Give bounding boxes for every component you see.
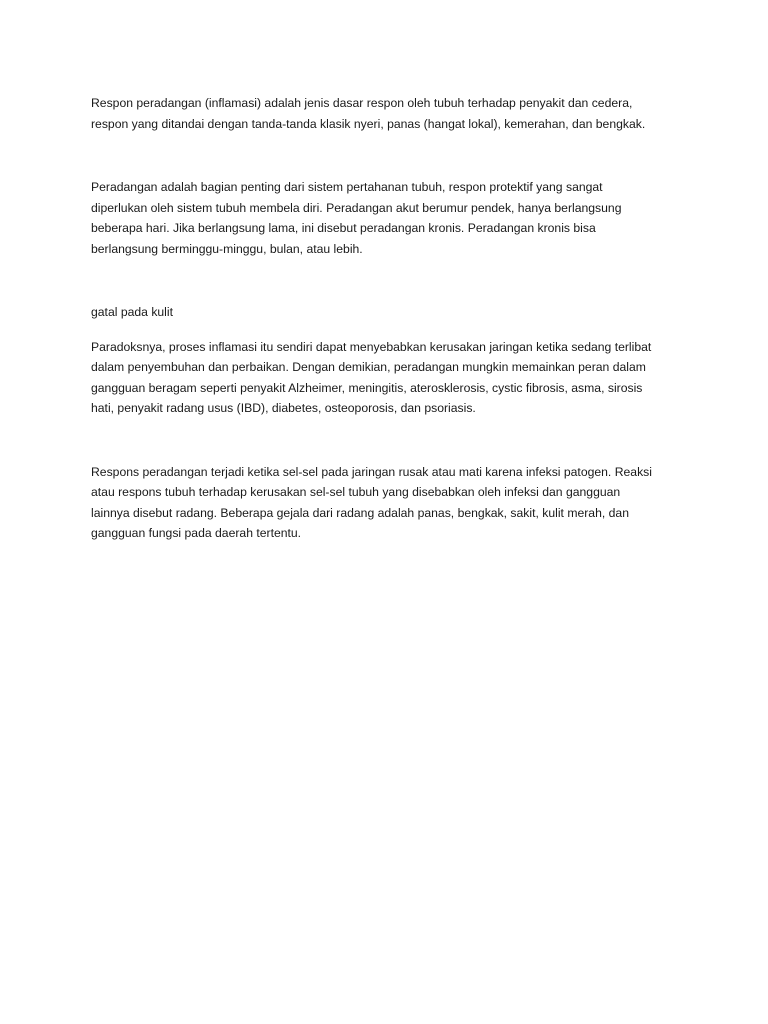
text-line: gangguan fungsi pada daerah tertentu. xyxy=(91,526,302,540)
paragraph-paradox xyxy=(91,337,678,419)
text-line: hati, penyakit radang usus (IBD), diabetes, osteoporosis, dan psoriasis. xyxy=(91,401,476,415)
text-line: Respons peradangan terjadi ketika sel-sel pada jaringan rusak atau mati karena infeksi patogen. Reaksi xyxy=(91,464,652,479)
text-line: berlangsung berminggu-minggu, bulan, atau lebih. xyxy=(91,241,363,256)
text-line: Respon peradangan (inflamasi) adalah jenis dasar respon oleh tubuh terhadap penyakit dan cedera, xyxy=(91,96,633,110)
text-line: diperlukan oleh sistem tubuh membela diri. Peradangan akut berumur pendek, hanya berlangsung xyxy=(91,200,622,215)
text-line: Paradoksnya, proses inflamasi itu sendiri dapat menyebabkan kerusakan jaringan ketika sedang terlibat xyxy=(91,339,652,354)
text-line: respon yang ditandai dengan tanda-tanda klasik nyeri, panas (hangat lokal), kemerahan, dan bengkak. xyxy=(91,116,646,131)
paragraph-response-symptoms xyxy=(91,462,678,544)
text-line: atau respons tubuh terhadap kerusakan sel-sel tubuh yang disebabkan oleh infeksi dan gangguan xyxy=(91,485,621,499)
text-line: dalam penyembuhan dan perbaikan. Dengan demikian, peradangan mungkin memainkan peran dalam xyxy=(91,360,646,374)
text-line: gangguan beragam seperti penyakit Alzheimer, meningitis, aterosklerosis, cystic fibrosis, asma, sirosis xyxy=(91,380,643,395)
paragraph-defense-system xyxy=(91,177,678,259)
paragraph-inflammation-definition xyxy=(91,93,678,134)
text-line: Peradangan adalah bagian penting dari sistem pertahanan tubuh, respon protektif yang sangat xyxy=(91,180,603,194)
text-line: beberapa hari. Jika berlangsung lama, ini disebut peradangan kronis. Peradangan kronis bisa xyxy=(91,221,596,235)
text-line: lainnya disebut radang. Beberapa gejala dari radang adalah panas, bengkak, sakit, kulit merah, dan xyxy=(91,505,629,520)
section-heading: gatal pada kulit xyxy=(91,305,173,319)
